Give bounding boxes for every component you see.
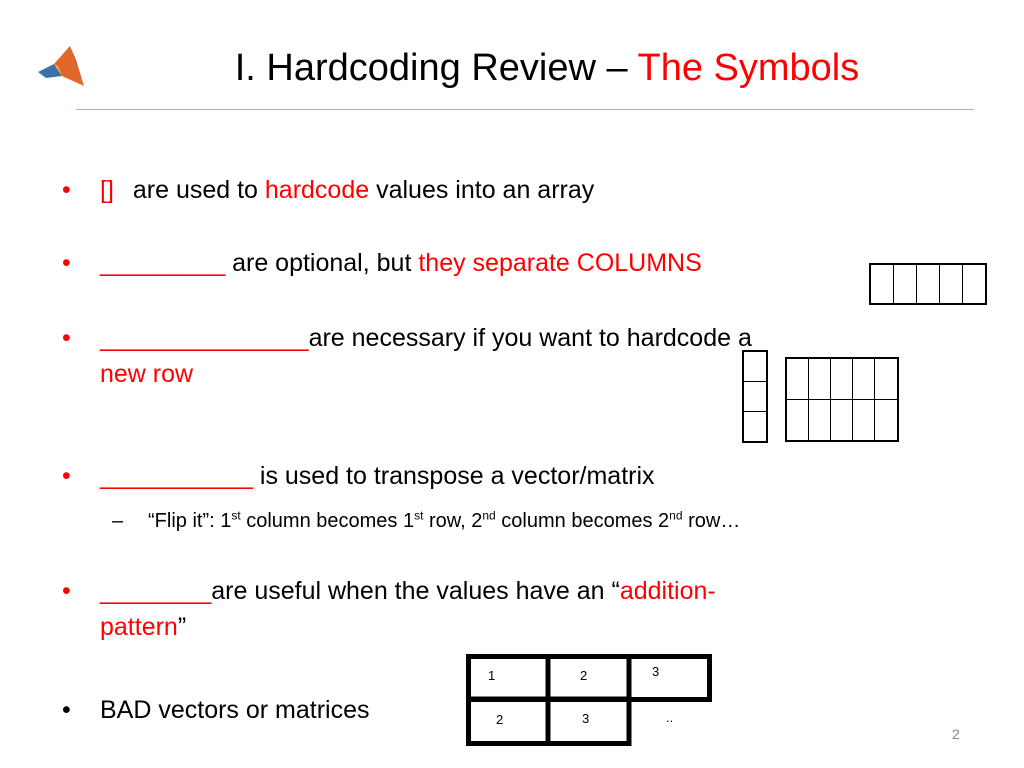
sub-bullet-flip: “Flip it”: 1st column becomes 1st row, 2nd column becomes 2nd row… [148, 508, 741, 532]
row-vector-diagram [869, 263, 987, 305]
bullet-4: ___________ is used to transpose a vector/matrix [100, 462, 655, 490]
bullet-6: BAD vectors or matrices [100, 696, 370, 724]
column-vector-diagram [742, 350, 768, 443]
slide-title [70, 42, 1024, 94]
bullet-marker: • [62, 577, 71, 605]
bullet-marker: • [62, 249, 71, 277]
blank-apostrophe: ___________ [100, 462, 253, 490]
brackets-symbol: [] [100, 176, 114, 204]
matrix-cell: 3 [652, 664, 660, 679]
blank-semicolons: _______________ [100, 324, 309, 352]
sub-bullet-marker: – [112, 510, 124, 532]
title-divider [76, 109, 974, 110]
title-highlight: The Symbols [637, 47, 860, 89]
bullet-5: ________are useful when the values have an “addition- pattern” [100, 577, 716, 641]
bullet-2: _________ are optional, but they separate COLUMNS [100, 249, 702, 277]
bullet-1: [] are used to hardcode values into an array [100, 176, 595, 204]
bullet-marker: • [62, 696, 71, 724]
matrix-cell: 2 [496, 712, 504, 727]
bullet-marker: • [62, 324, 71, 352]
matrix-cell: .. [666, 710, 674, 725]
matrix-cell: 1 [488, 668, 496, 683]
blank-commas: _________ [100, 249, 226, 277]
bullet-marker: • [62, 462, 71, 490]
bullet-marker: • [62, 176, 71, 204]
bullet-3: _______________are necessary if you want to hardcode a new row [100, 324, 752, 388]
page-number: 2 [952, 726, 960, 742]
matrix-diagram [785, 357, 899, 442]
matrix-cell: 2 [580, 668, 588, 683]
title-prefix: I. Hardcoding Review – [234, 47, 638, 89]
bad-matrix-image [466, 654, 712, 746]
blank-colon: ________ [100, 577, 212, 605]
matrix-cell: 3 [582, 711, 590, 726]
